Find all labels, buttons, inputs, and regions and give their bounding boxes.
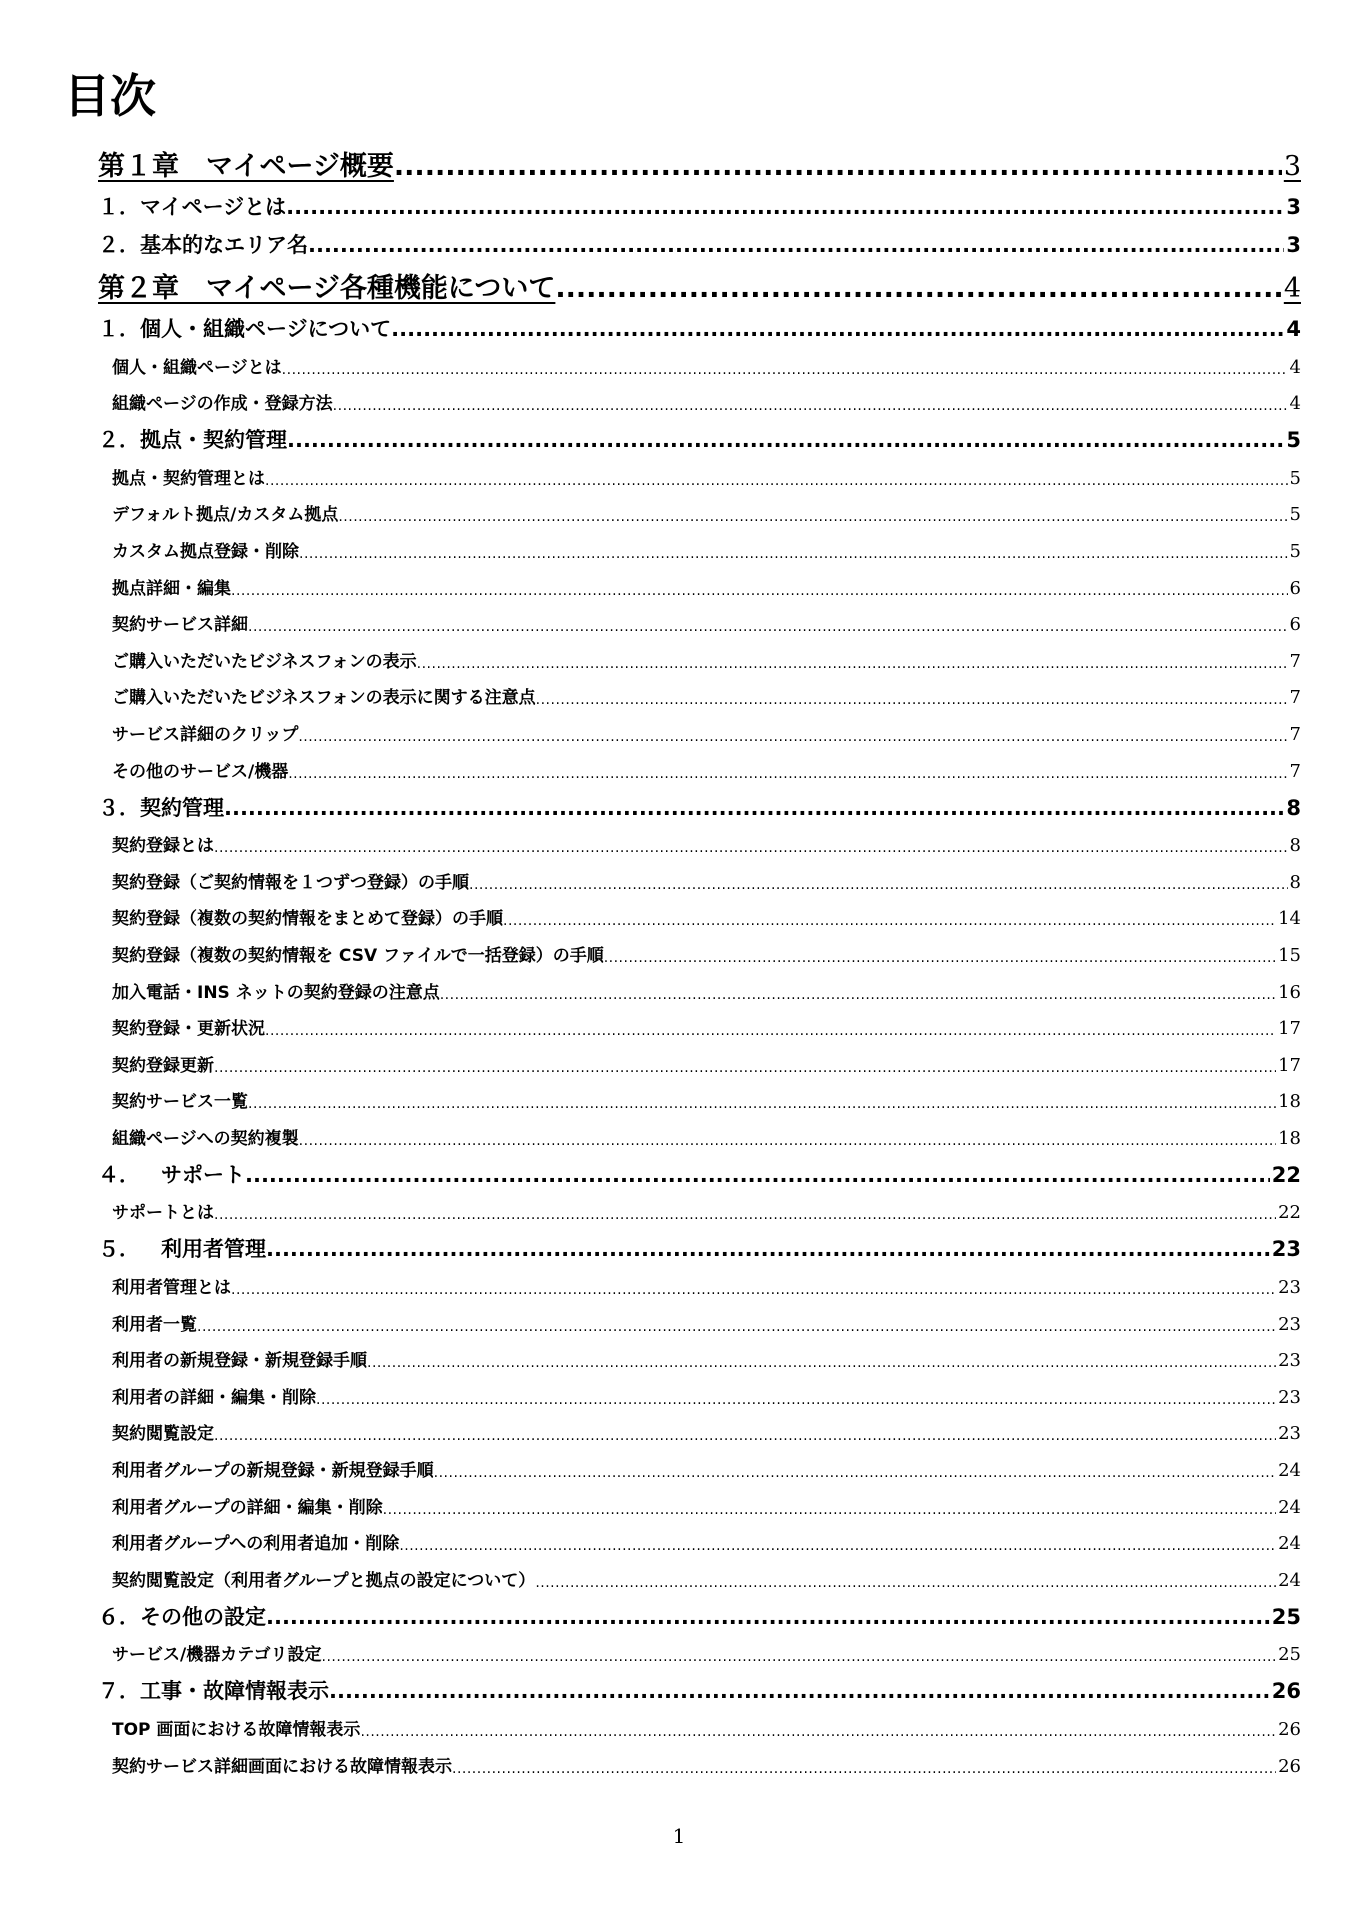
toc-item-row[interactable] (98, 858, 1301, 895)
toc-item-row[interactable] (98, 1446, 1301, 1483)
toc-section-title: 拠点・契約管理 (140, 428, 287, 453)
toc-section-row[interactable] (98, 1593, 1301, 1631)
toc-item-row[interactable] (98, 931, 1301, 968)
toc-page-number: 6 (1289, 614, 1301, 636)
toc-title: 目次 (64, 69, 156, 123)
toc-section-title: 個人・組織ページについて (140, 317, 392, 341)
dot-leader (266, 1235, 1270, 1263)
toc-section-row[interactable] (98, 1151, 1301, 1189)
toc-page-number: 16 (1278, 981, 1301, 1003)
toc-section-row[interactable] (98, 416, 1301, 454)
toc-page-number: 23 (1278, 1423, 1301, 1445)
dot-leader (316, 1390, 1276, 1410)
dot-leader (452, 1759, 1276, 1779)
toc-entry-label: サービス/機器カテゴリ設定 (112, 1645, 322, 1666)
toc-section-number: ５． (98, 1237, 140, 1262)
dot-leader (214, 1205, 1276, 1225)
toc-item-row[interactable] (98, 1410, 1301, 1447)
toc-item-row[interactable] (98, 1556, 1301, 1593)
dot-leader (555, 273, 1281, 305)
toc-page-number: 6 (1289, 577, 1301, 599)
toc-entry-label: 契約登録・更新状況 (112, 1019, 265, 1040)
toc-page-number: 26 (1271, 1679, 1301, 1704)
dot-leader (399, 1536, 1276, 1556)
toc-page-number: 8 (1289, 871, 1301, 893)
toc-entry-label: サービス詳細のクリップ (112, 724, 299, 745)
toc-entry-label: 契約登録とは (112, 836, 214, 857)
toc-item-row[interactable] (98, 637, 1301, 674)
toc-item-row[interactable] (98, 1337, 1301, 1374)
toc-entry-label (98, 1603, 266, 1631)
toc-page-number: 5 (1289, 504, 1301, 526)
toc-section-title: 契約管理 (140, 795, 224, 820)
toc-item-row[interactable] (98, 380, 1301, 417)
toc-page-number: 26 (1278, 1755, 1301, 1777)
toc-page-number: 5 (1286, 428, 1301, 453)
toc-item-row[interactable] (98, 1373, 1301, 1410)
toc-entry-label: 契約サービス詳細画面における故障情報表示 (112, 1756, 452, 1777)
toc-section-number: ４． (98, 1162, 140, 1187)
toc-section-number: ２． (98, 428, 140, 453)
toc-page-number: 3 (1286, 195, 1301, 219)
dot-leader (299, 1131, 1276, 1151)
toc-page-number: 17 (1278, 1018, 1301, 1040)
toc-entry-label: 利用者グループの新規登録・新規登録手順 (112, 1461, 434, 1482)
dot-leader (248, 1094, 1276, 1114)
dot-leader (282, 360, 1288, 380)
dot-leader (214, 1058, 1276, 1078)
toc-entry-label: 利用者の新規登録・新規登録手順 (112, 1351, 367, 1372)
toc-item-row[interactable] (98, 527, 1301, 564)
toc-section-row[interactable] (98, 305, 1301, 343)
toc-item-row[interactable] (98, 710, 1301, 747)
dot-leader (298, 727, 1287, 747)
table-of-contents (98, 137, 1301, 1779)
dot-leader (322, 1647, 1277, 1667)
toc-section-row[interactable] (98, 221, 1301, 259)
toc-entry-label: 第１章 マイページ概要 (98, 151, 394, 182)
dot-leader (248, 617, 1288, 637)
toc-section-title: その他の設定 (140, 1604, 266, 1629)
toc-page-number: 4 (1289, 356, 1301, 378)
toc-section-title: マイページとは (140, 195, 287, 219)
toc-chapter-row[interactable] (98, 137, 1301, 183)
dot-leader (266, 1603, 1270, 1631)
toc-page-number: 5 (1289, 540, 1301, 562)
toc-entry-label: 組織ページへの契約複製 (112, 1128, 299, 1149)
toc-item-row[interactable] (98, 454, 1301, 491)
toc-section-title: 基本的なエリア名 (140, 233, 308, 257)
toc-item-row[interactable] (98, 674, 1301, 711)
toc-entry-label: 契約登録更新 (112, 1055, 214, 1076)
toc-page-number: 22 (1278, 1202, 1301, 1224)
dot-leader (434, 1463, 1276, 1483)
toc-entry-label: 組織ページの作成・登録方法 (112, 394, 333, 415)
toc-page-number: 3 (1286, 233, 1301, 257)
toc-item-row[interactable] (98, 822, 1301, 859)
toc-entry-label: デフォルト拠点/カスタム拠点 (112, 505, 339, 526)
toc-section-number: ３． (98, 795, 140, 820)
toc-entry-label: ご購入いただいたビジネスフォンの表示に関する注意点 (112, 688, 536, 709)
toc-page-number: 23 (1278, 1313, 1301, 1335)
toc-section-title: 工事・故障情報表示 (140, 1679, 329, 1704)
dot-leader (329, 1677, 1270, 1705)
toc-page-number: 23 (1278, 1277, 1301, 1299)
toc-entry-label: 利用者管理とは (112, 1278, 231, 1299)
toc-section-row[interactable] (98, 784, 1301, 822)
toc-entry-label (98, 1161, 245, 1189)
dot-leader (367, 1353, 1276, 1373)
toc-section-number: ２． (98, 233, 140, 257)
toc-page-number: 24 (1278, 1533, 1301, 1555)
dot-leader (604, 948, 1276, 968)
dot-leader (245, 1161, 1270, 1189)
toc-page-number: 23 (1278, 1386, 1301, 1408)
toc-page-number: 8 (1286, 795, 1301, 820)
toc-item-row[interactable] (98, 1189, 1301, 1226)
toc-entry-label: その他のサービス/機器 (112, 761, 289, 782)
dot-leader (535, 1573, 1276, 1593)
toc-item-row[interactable] (98, 968, 1301, 1005)
dot-leader (338, 507, 1287, 527)
toc-item-row[interactable] (98, 564, 1301, 601)
toc-entry-label: サポートとは (112, 1203, 214, 1224)
toc-entry-label (98, 1677, 329, 1705)
toc-item-row[interactable] (98, 1005, 1301, 1042)
toc-item-row[interactable] (98, 747, 1301, 784)
toc-entry-label (98, 426, 287, 454)
toc-page-number: 7 (1289, 760, 1301, 782)
toc-entry-label: 契約登録（ご契約情報を１つずつ登録）の手順 (112, 872, 469, 893)
toc-page-number: 23 (1271, 1237, 1301, 1262)
toc-page-number: 5 (1289, 467, 1301, 489)
toc-section-title: 利用者管理 (140, 1237, 266, 1262)
toc-page-number: 8 (1289, 835, 1301, 857)
toc-entry-label: 契約サービス詳細 (112, 615, 248, 636)
dot-leader (440, 985, 1276, 1005)
toc-item-row[interactable] (98, 895, 1301, 932)
toc-section-number: １． (98, 195, 140, 219)
dot-leader (394, 151, 1282, 183)
dot-leader (197, 1317, 1276, 1337)
toc-section-number: １． (98, 317, 140, 341)
dot-leader (214, 1426, 1276, 1446)
toc-item-row[interactable] (98, 343, 1301, 380)
dot-leader (360, 1722, 1276, 1742)
toc-entry-label: 契約閲覧設定 (112, 1424, 214, 1445)
toc-item-row[interactable] (98, 1263, 1301, 1300)
toc-entry-label: カスタム拠点登録・削除 (112, 541, 299, 562)
dot-leader (333, 396, 1288, 416)
dot-leader (265, 1021, 1276, 1041)
toc-page-number: 22 (1271, 1162, 1301, 1187)
dot-leader (287, 426, 1284, 454)
dot-leader (231, 581, 1288, 601)
toc-entry-label: 契約登録（複数の契約情報をまとめて登録）の手順 (112, 909, 503, 930)
toc-entry-label: 拠点・契約管理とは (112, 468, 265, 489)
toc-entry-label: 個人・組織ページとは (112, 357, 282, 378)
toc-section-row[interactable] (98, 1667, 1301, 1705)
toc-page-number: 4 (1289, 393, 1301, 415)
toc-item-row[interactable] (98, 1631, 1301, 1668)
toc-item-row[interactable] (98, 601, 1301, 638)
toc-entry-label (98, 231, 308, 259)
toc-entry-label: 利用者一覧 (112, 1314, 197, 1335)
toc-item-row[interactable] (98, 1041, 1301, 1078)
toc-entry-label (98, 794, 224, 822)
dot-leader (265, 471, 1288, 491)
toc-entry-label: 利用者の詳細・編集・削除 (112, 1387, 316, 1408)
toc-entry-label: ご購入いただいたビジネスフォンの表示 (112, 651, 417, 672)
toc-page-number: 26 (1278, 1719, 1301, 1740)
toc-entry-label: TOP 画面における故障情報表示 (112, 1720, 361, 1740)
dot-leader (288, 764, 1287, 784)
toc-item-row[interactable] (98, 1742, 1301, 1779)
toc-section-row[interactable] (98, 183, 1301, 221)
toc-entry-label: 契約登録（複数の契約情報を CSV ファイルで一括登録）の手順 (112, 945, 604, 966)
toc-entry-label (98, 193, 286, 221)
toc-entry-label: 契約サービス一覧 (112, 1092, 248, 1113)
dot-leader (503, 911, 1276, 931)
dot-leader (536, 690, 1288, 710)
toc-section-title: サポート (140, 1162, 245, 1187)
toc-page-number: 24 (1278, 1496, 1301, 1518)
toc-item-row[interactable] (98, 491, 1301, 528)
dot-leader (224, 794, 1284, 822)
dot-leader (231, 1280, 1276, 1300)
dot-leader (286, 193, 1284, 221)
toc-item-row[interactable] (98, 1483, 1301, 1520)
toc-page-number: 3 (1283, 151, 1301, 182)
toc-entry-label: 拠点詳細・編集 (112, 578, 231, 599)
dot-leader (417, 654, 1288, 674)
toc-item-row[interactable] (98, 1520, 1301, 1557)
toc-item-row[interactable] (98, 1078, 1301, 1115)
toc-page-number: 24 (1278, 1569, 1301, 1591)
toc-entry-label (98, 315, 391, 343)
toc-entry-label: 加入電話・INS ネットの契約登録の注意点 (112, 982, 440, 1003)
toc-page-number: 7 (1289, 687, 1301, 709)
toc-page-number: 25 (1271, 1604, 1301, 1629)
toc-page-number: 24 (1278, 1460, 1301, 1482)
toc-page-number: 23 (1278, 1350, 1301, 1372)
toc-page-number: 4 (1283, 273, 1301, 304)
toc-item-row[interactable] (98, 1705, 1301, 1742)
toc-entry-label: 第２章 マイページ各種機能について (98, 273, 556, 304)
toc-page-number: 18 (1278, 1127, 1301, 1149)
toc-entry-label: 利用者グループの詳細・編集・削除 (112, 1497, 383, 1518)
toc-item-row[interactable] (98, 1114, 1301, 1151)
toc-page-number: 7 (1289, 650, 1301, 672)
dot-leader (308, 231, 1284, 259)
toc-page-number: 7 (1289, 723, 1301, 745)
toc-entry-label (98, 1235, 266, 1263)
toc-item-row[interactable] (98, 1300, 1301, 1337)
toc-page-number: 4 (1286, 317, 1301, 341)
toc-chapter-row[interactable] (98, 259, 1301, 305)
dot-leader (391, 315, 1284, 343)
toc-entry-label: 契約閲覧設定（利用者グループと拠点の設定について） (112, 1570, 536, 1591)
dot-leader (469, 875, 1288, 895)
toc-page-number: 18 (1278, 1091, 1301, 1113)
dot-leader (214, 838, 1288, 858)
dot-leader (383, 1500, 1276, 1520)
toc-page-number: 17 (1278, 1054, 1301, 1076)
dot-leader (299, 544, 1288, 564)
page-number: 1 (672, 1824, 686, 1848)
toc-section-number: ７． (98, 1679, 140, 1704)
toc-page-number: 15 (1278, 944, 1301, 966)
toc-page-number: 14 (1278, 908, 1301, 930)
toc-page-number: 25 (1278, 1644, 1301, 1666)
toc-section-row[interactable] (98, 1225, 1301, 1263)
toc-entry-label: 利用者グループへの利用者追加・削除 (112, 1534, 400, 1555)
toc-section-number: ６． (98, 1604, 140, 1629)
